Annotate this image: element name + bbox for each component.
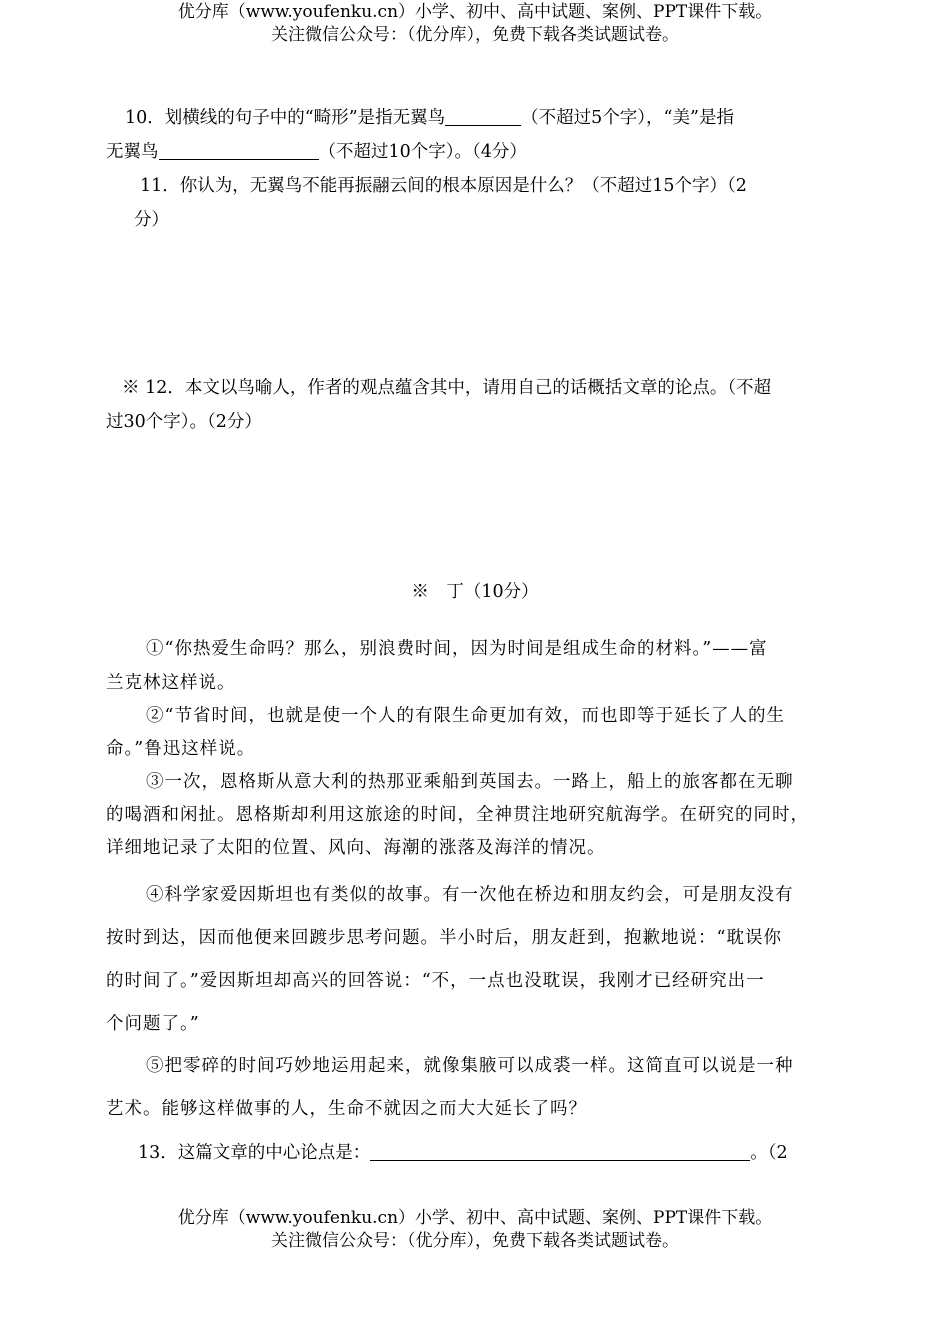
passage-para-4-cont-1: 按时到达，因而他便来回踱步思考问题。半小时后，朋友赶到，抱歉地说：“耽误你 [106,928,782,948]
passage-para-5-cont: 艺术。能够这样做事的人，生命不就因之而大大延长了吗？ [106,1099,587,1119]
passage-para-2-cont: 命。”鲁迅这样说。 [106,739,256,759]
passage-para-4: ④科学家爱因斯坦也有类似的故事。有一次他在桥边和朋友约会，可是朋友没有 [146,885,794,905]
question-12-continued: 过30个字）。（2分） [106,412,262,432]
question-12: ※ 12．本文以鸟喻人，作者的观点蕴含其中，请用自己的话概括文章的论点。（不超 [122,378,772,398]
answer-blank-10b[interactable] [159,142,319,160]
passage-para-4-cont-2: 的时间了。”爱因斯坦却高兴的回答说：“不，一点也没耽误，我刚才已经研究出一 [106,971,765,991]
question-13-text-a: 13．这篇文章的中心论点是： [138,1143,371,1163]
question-10 [125,108,734,128]
section-title: ※ 丁（10分） [411,582,539,602]
footer-line-2: 关注微信公众号：（优分库），免费下载各类试题试卷。 [271,1231,679,1251]
answer-blank-10a[interactable] [445,108,521,126]
question-11: 11．你认为，无翼鸟不能再振翮云间的根本原因是什么？（不超过15个字）（2 [140,176,747,196]
passage-para-5: ⑤把零碎的时间巧妙地运用起来，就像集腋可以成裘一样。这简直可以说是一种 [146,1056,794,1076]
passage-para-3: ③一次，恩格斯从意大利的热那亚乘船到英国去。一路上，船上的旅客都在无聊 [146,772,794,792]
footer-line-1: 优分库（www.youfenku.cn）小学、初中、高中试题、案例、PPT课件下载。 [177,1208,773,1228]
answer-blank-13[interactable] [370,1143,750,1161]
question-10-text-b: （不超过5个字），“美”是指 [521,108,734,128]
passage-para-2: ②“节省时间，也就是使一个人的有限生命更加有效，而也即等于延长了人的生 [146,706,785,726]
header-line-2: 关注微信公众号：（优分库），免费下载各类试题试卷。 [271,25,679,45]
question-10-text-c: 无翼鸟 [106,142,159,162]
header-line-1: 优分库（www.youfenku.cn）小学、初中、高中试题、案例、PPT课件下载。 [177,2,773,22]
question-13-text-b: 。（2 [750,1143,788,1163]
passage-para-3-cont-2: 详细地记录了太阳的位置、风向、海潮的涨落及海洋的情况。 [106,838,606,858]
passage-para-3-cont-1: 的喝酒和闲扯。恩格斯却利用这旅途的时间，全神贯注地研究航海学。在研究的同时， [106,805,809,825]
question-10-continued [106,142,527,162]
passage-para-4-cont-3: 个问题了。” [106,1014,200,1034]
passage-para-1-cont: 兰克林这样说。 [106,673,236,693]
question-10-text-a: 10．划横线的句子中的“畸形”是指无翼鸟 [125,108,446,128]
question-10-text-d: （不超过10个字）。（4分） [318,142,527,162]
passage-para-1: ①“你热爱生命吗？那么，别浪费时间，因为时间是组成生命的材料。”——富 [146,639,768,659]
question-13 [138,1143,788,1163]
question-11-continued: 分） [134,210,169,230]
